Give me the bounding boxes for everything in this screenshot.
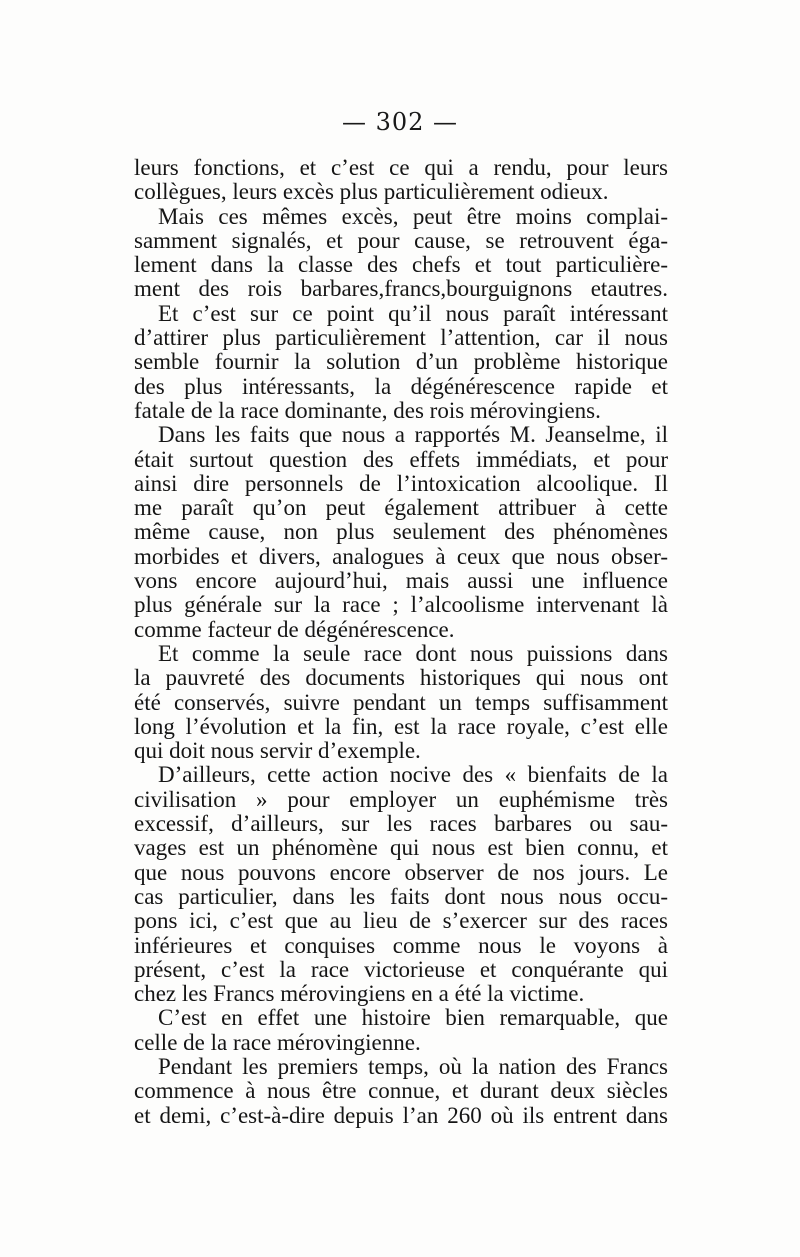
text-line: Mais ces mêmes excès, peut être moins complai-: [158, 203, 668, 229]
text-line: collègues, leurs excès plus particulièrement odieux.: [134, 179, 609, 205]
text-line: comme facteur de dégénérescence.: [134, 616, 455, 642]
page-number: — 302 —: [341, 108, 459, 136]
text-line: long l’évolution et la fin, est la race royale, c’est elle: [134, 713, 668, 739]
text-line: été conservés, suivre pendant un temps suffisamment: [134, 689, 668, 715]
text-line: même cause, non plus seulement des phénomènes: [134, 519, 668, 545]
text-line: C’est en effet une histoire bien remarquable, que: [158, 1005, 668, 1031]
text-line: excessif, d’ailleurs, sur les races barbares ou sau-: [134, 811, 668, 837]
text-line: Et comme la seule race dont nous puissions dans: [158, 640, 668, 666]
text-line: ment des rois barbares,francs,bourguignons etautres.: [134, 276, 668, 302]
text-line: était surtout question des effets immédiats, et pour: [134, 446, 668, 472]
text-line: chez les Francs mérovingiens en a été la victime.: [134, 981, 585, 1007]
text-line: pons ici, c’est que au lieu de s’exercer sur des races: [134, 908, 668, 934]
text-line: d’attirer plus particulièrement l’attention, car il nous: [134, 325, 668, 351]
text-line: inférieures et conquises comme nous le voyons à: [134, 932, 668, 958]
text-line: Dans les faits que nous a rapportés M. Jeanselme, il: [158, 422, 668, 448]
text-line: la pauvreté des documents historiques qui nous ont: [134, 665, 668, 691]
text-line: commence à nous être connue, et durant deux siècles: [134, 1078, 668, 1104]
text-line: samment signalés, et pour cause, se retrouvent éga-: [134, 227, 668, 253]
text-line: lement dans la classe des chefs et tout particulière-: [134, 252, 668, 278]
text-line: vons encore aujourd’hui, mais aussi une influence: [134, 568, 668, 594]
text-line: que nous pouvons encore observer de nos jours. Le: [134, 859, 668, 885]
text-line: civilisation » pour employer un euphémisme très: [134, 786, 668, 812]
text-line: celle de la race mérovingienne.: [134, 1029, 421, 1055]
text-line: ainsi dire personnels de l’intoxication alcoolique. Il: [134, 470, 668, 496]
text-line: me paraît qu’on peut également attribuer à cette: [134, 495, 668, 521]
text-line: des plus intéressants, la dégénérescence rapide et: [134, 373, 668, 399]
text-line: semble fournir la solution d’un problème historique: [134, 349, 668, 375]
text-line: cas particulier, dans les faits dont nous nous occu-: [134, 883, 668, 909]
text-line: morbides et divers, analogues à ceux que nous obser-: [134, 543, 668, 569]
text-line: Et c’est sur ce point qu’il nous paraît intéressant: [158, 300, 668, 326]
text-line: Pendant les premiers temps, où la nation des Francs: [158, 1053, 668, 1079]
text-line: et demi, c’est-à-dire depuis l’an 260 où ils entrent dans: [134, 1102, 668, 1128]
text-line: qui doit nous servir d’exemple.: [134, 738, 421, 764]
body-text: [134, 156, 668, 1128]
text-line: vages est un phénomène qui nous est bien connu, et: [134, 835, 668, 861]
text-line: fatale de la race dominante, des rois mérovingiens.: [134, 397, 601, 423]
text-line: présent, c’est la race victorieuse et conquérante qui: [134, 956, 668, 982]
text-line: D’ailleurs, cette action nocive des « bienfaits de la: [158, 762, 668, 788]
text-line: leurs fonctions, et c’est ce qui a rendu, pour leurs: [134, 155, 668, 180]
text-line: plus générale sur la race ; l’alcoolisme intervenant là: [134, 592, 668, 618]
